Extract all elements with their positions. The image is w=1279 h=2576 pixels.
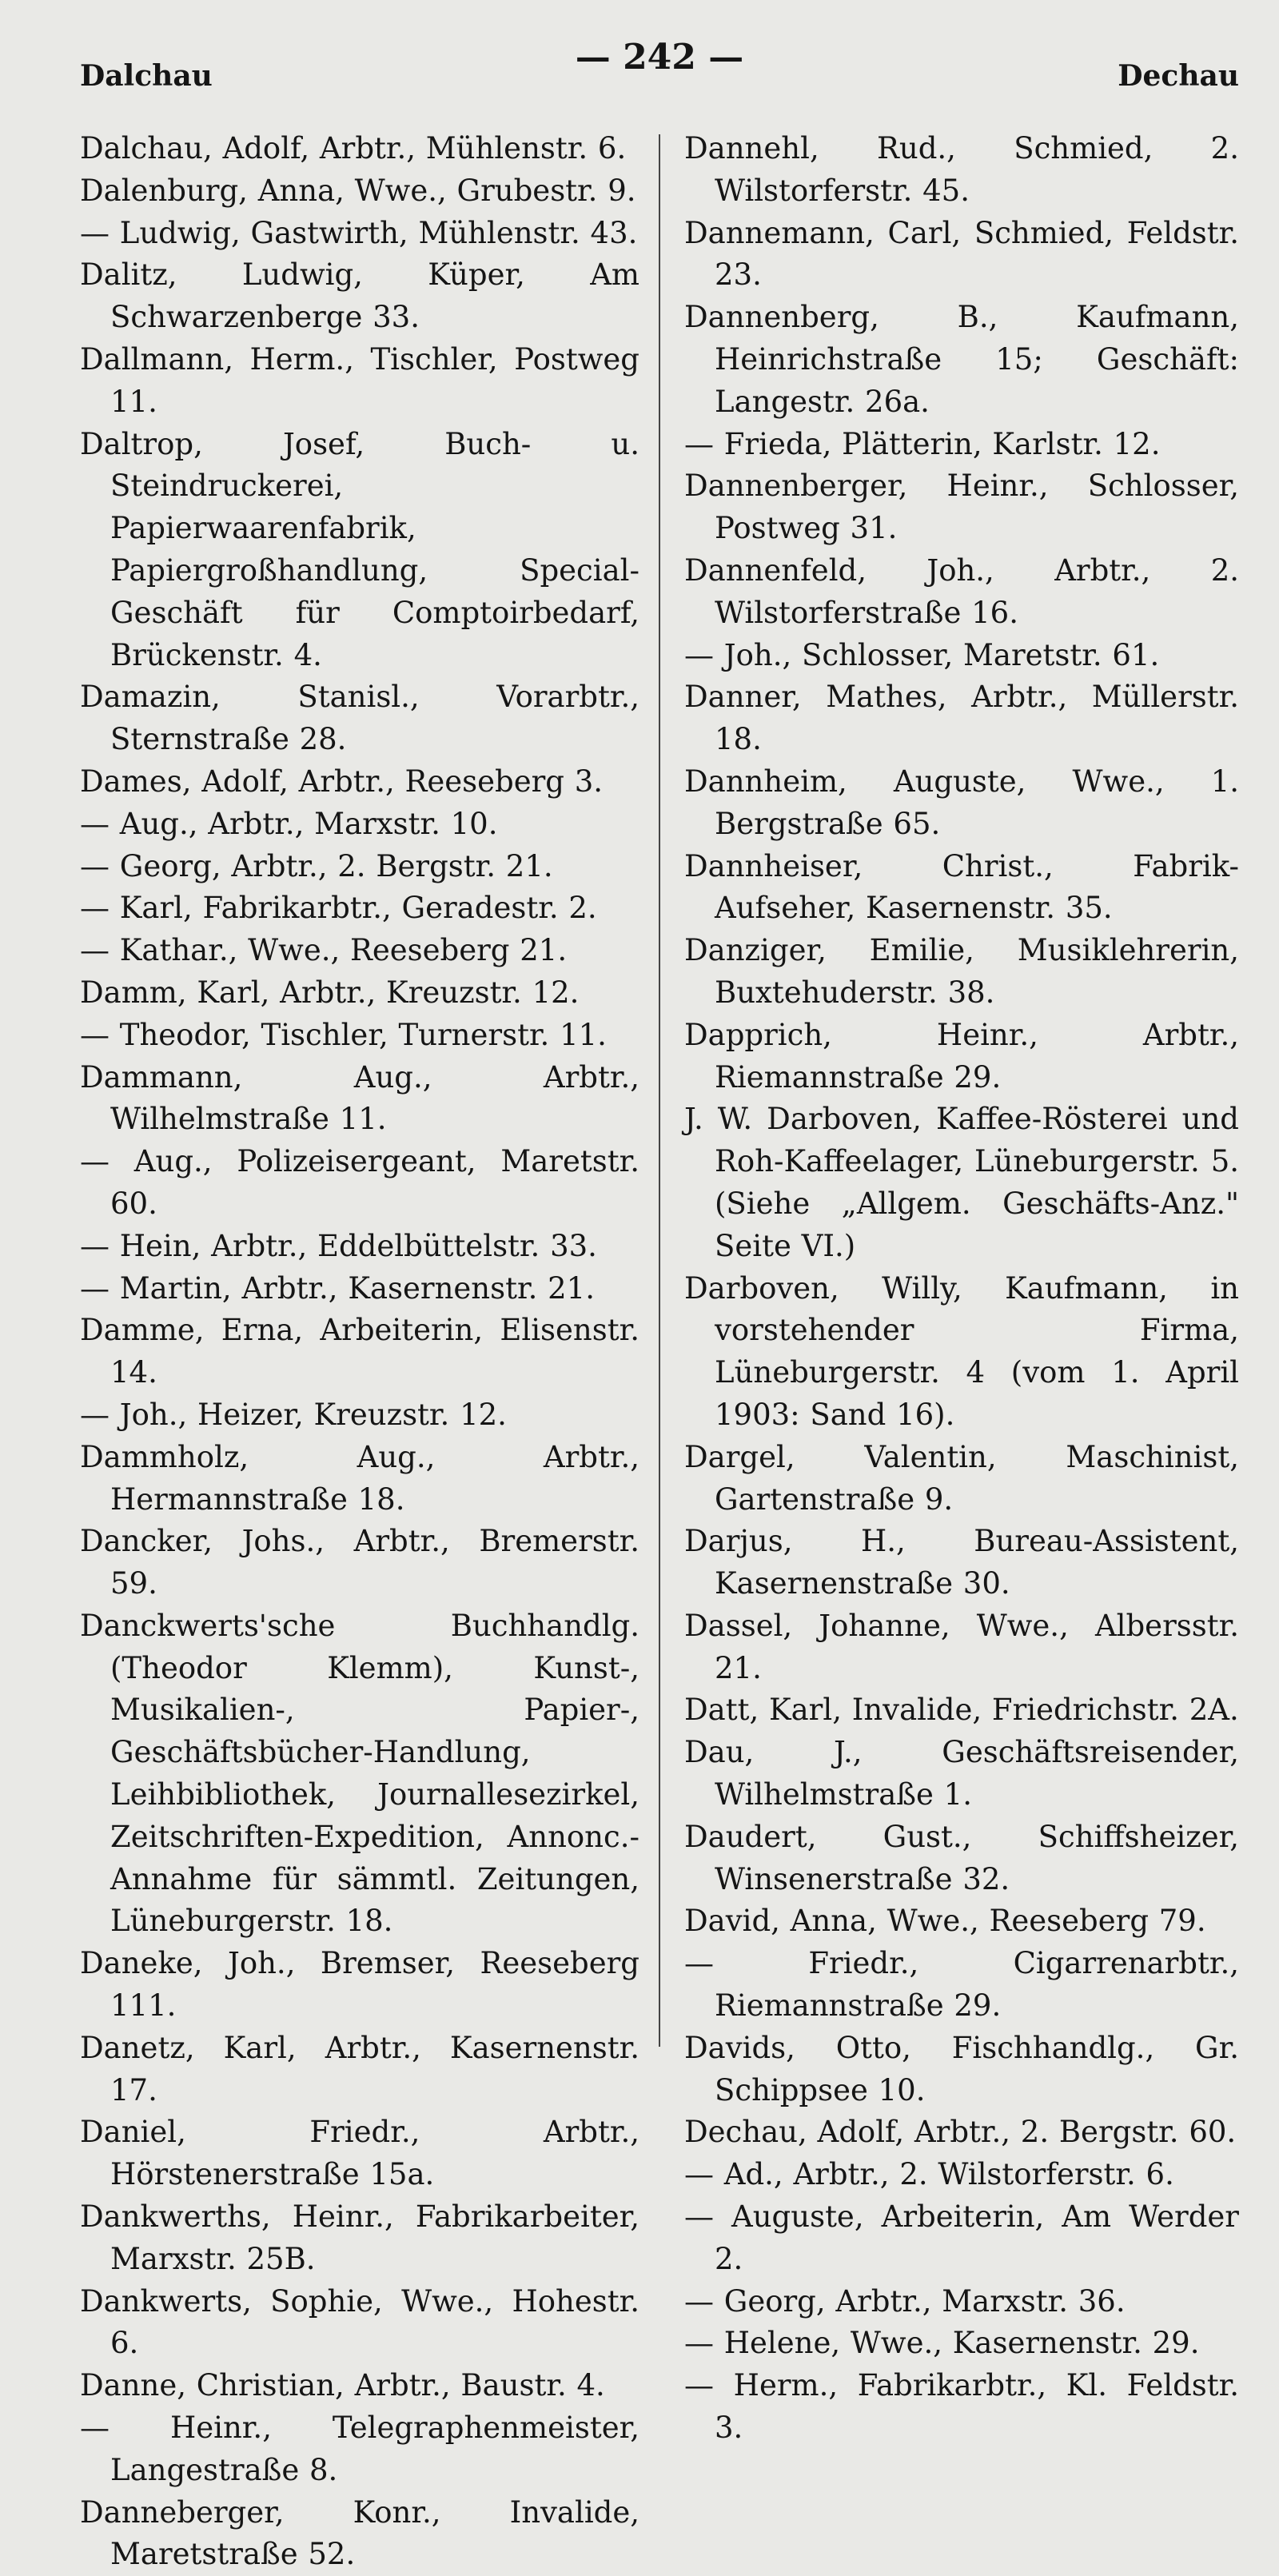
entry: Danckwerts'sche Buchhandlg. (Theodor Klemm), Kunst-, Musikalien-, Papier-, Geschäftsbücher-Handlung, Leihbibliothek, Journallesezirkel, Zeitschriften-Expedition, Annonc.-Annahme für sämmtl. Zeitungen, Lüneburgerstr. 18. [80, 1608, 640, 1939]
entry: Dallmann, Herm., Tischler, Postweg 11. [80, 341, 640, 419]
page-number: — 242 — [575, 37, 744, 78]
entry: Dankwerts, Sophie, Wwe., Hohestr. 6. [80, 2283, 640, 2361]
entry: Dau, J., Geschäftsreisender, Wilhelmstraße 1. [684, 1735, 1239, 1812]
entry: Damm, Karl, Arbtr., Kreuzstr. 12. [80, 975, 580, 1010]
entry: Darjus, H., Bureau-Assistent, Kasernenstraße 30. [684, 1524, 1239, 1601]
entry: Dechau, Adolf, Arbtr., 2. Bergstr. 60. [684, 2115, 1237, 2150]
entry: — Auguste, Arbeiterin, Am Werder 2. [684, 2199, 1239, 2276]
header-right-keyword: Dechau [1118, 59, 1239, 93]
entry: Dancker, Johs., Arbtr., Bremerstr. 59. [80, 1524, 640, 1601]
column-divider [659, 134, 660, 2047]
entry: Dames, Adolf, Arbtr., Reeseberg 3. [80, 764, 604, 799]
entry: Darboven, Willy, Kaufmann, in vorstehender Firma, Lüneburgerstr. 4 (vom 1. April 1903: Sand 16). [684, 1270, 1239, 1432]
entry: Dannemann, Carl, Schmied, Feldstr. 23. [684, 215, 1239, 293]
entry: Dannheiser, Christ., Fabrik-Aufseher, Kasernenstr. 35. [684, 848, 1239, 926]
entry: Dargel, Valentin, Maschinist, Gartenstraße 9. [684, 1439, 1239, 1517]
entry: — Ad., Arbtr., 2. Wilstorferstr. 6. [684, 2157, 1174, 2192]
entry: Dapprich, Heinr., Arbtr., Riemannstraße 29. [684, 1017, 1239, 1095]
entry: Daniel, Friedr., Arbtr., Hörstenerstraße 15a. [80, 2115, 640, 2192]
entry: — Helene, Wwe., Kasernenstr. 29. [684, 2326, 1200, 2361]
entry: Danetz, Karl, Arbtr., Kasernenstr. 17. [80, 2030, 640, 2107]
entry: Damazin, Stanisl., Vorarbtr., Sternstraße 28. [80, 680, 640, 757]
entry: Dannenberg, B., Kaufmann, Heinrichstraße 15; Geschäft: Langestr. 26a. [684, 300, 1239, 419]
entry: — Ludwig, Gastwirth, Mühlenstr. 43. [80, 215, 638, 250]
entry: — Joh., Heizer, Kreuzstr. 12. [80, 1397, 507, 1432]
entry: — Frieda, Plätterin, Karlstr. 12. [684, 426, 1161, 461]
entry: Dammholz, Aug., Arbtr., Hermannstraße 18. [80, 1439, 640, 1517]
entry: — Heinr., Telegraphenmeister, Langestraße 8. [80, 2411, 640, 2487]
entry: Dankwerths, Heinr., Fabrikarbeiter, Marxstr. 25B. [80, 2199, 640, 2276]
entry: — Theodor, Tischler, Turnerstr. 11. [80, 1017, 607, 1052]
entry: — Kathar., Wwe., Reeseberg 21. [80, 933, 568, 968]
entry: — Karl, Fabrikarbtr., Geradestr. 2. [80, 891, 597, 926]
entry: Dannenfeld, Joh., Arbtr., 2. Wilstorferstraße 16. [684, 552, 1239, 630]
entry: Dannheim, Auguste, Wwe., 1. Bergstraße 65. [684, 764, 1239, 841]
entry: Dassel, Johanne, Wwe., Albersstr. 21. [684, 1608, 1239, 1685]
entry: Danne, Christian, Arbtr., Baustr. 4. [80, 2368, 605, 2403]
entry: Danziger, Emilie, Musiklehrerin, Buxtehuderstr. 38. [684, 933, 1239, 1010]
header-left-keyword: Dalchau [80, 59, 213, 93]
entry: Datt, Karl, Invalide, Friedrichstr. 2A. [684, 1693, 1239, 1728]
entry: Dammann, Aug., Arbtr., Wilhelmstraße 11. [80, 1059, 640, 1137]
entry: Davids, Otto, Fischhandlg., Gr. Schippsee 10. [684, 2030, 1239, 2107]
entry: Daneke, Joh., Bremser, Reeseberg 111. [80, 1946, 640, 2024]
two-column-body [80, 128, 1239, 2572]
entry: J. W. Darboven, Kaffee-Rösterei und Roh-Kaffeelager, Lüneburgerstr. 5. (Siehe „Allgem. Geschäfts-Anz." Seite VI.) [684, 1102, 1239, 1263]
entry: Dalenburg, Anna, Wwe., Grubestr. 9. [80, 173, 636, 208]
entry: Dannenberger, Heinr., Schlosser, Postweg 31. [684, 469, 1239, 546]
entry: Damme, Erna, Arbeiterin, Elisenstr. 14. [80, 1313, 640, 1390]
entry: — Hein, Arbtr., Eddelbüttelstr. 33. [80, 1228, 597, 1263]
entry: — Aug., Polizeisergeant, Maretstr. 60. [80, 1144, 640, 1221]
entry: Dannehl, Rud., Schmied, 2. Wilstorferstr. 45. [684, 131, 1239, 208]
entry: — Georg, Arbtr., Marxstr. 36. [684, 2283, 1126, 2319]
entry: — Georg, Arbtr., 2. Bergstr. 21. [80, 848, 553, 883]
left-column [80, 128, 647, 2572]
entry: Danneberger, Konr., Invalide, Maretstraße 52. [80, 2494, 640, 2572]
entry: — Friedr., Cigarrenarbtr., Riemannstraße 29. [684, 1946, 1239, 2024]
entry: — Herm., Fabrikarbtr., Kl. Feldstr. 3. [684, 2368, 1239, 2446]
entry: Dalitz, Ludwig, Küper, Am Schwarzenberge 33. [80, 257, 640, 335]
entry: — Martin, Arbtr., Kasernenstr. 21. [80, 1270, 595, 1306]
entry: Dalchau, Adolf, Arbtr., Mühlenstr. 6. [80, 131, 627, 165]
entry: David, Anna, Wwe., Reeseberg 79. [684, 1904, 1206, 1939]
entry: Danner, Mathes, Arbtr., Müllerstr. 18. [684, 680, 1239, 757]
entry: — Joh., Schlosser, Maretstr. 61. [684, 637, 1160, 672]
entry: — Aug., Arbtr., Marxstr. 10. [80, 806, 498, 841]
page-header [80, 32, 1239, 128]
entry: Daltrop, Josef, Buch- u. Steindruckerei, Papierwaarenfabrik, Papiergroßhandlung, Special-Geschäft für Comptoirbedarf, Brückenstr. 4. [80, 426, 640, 672]
right-column [671, 128, 1239, 2446]
entry: Daudert, Gust., Schiffsheizer, Winsenerstraße 32. [684, 1819, 1239, 1896]
